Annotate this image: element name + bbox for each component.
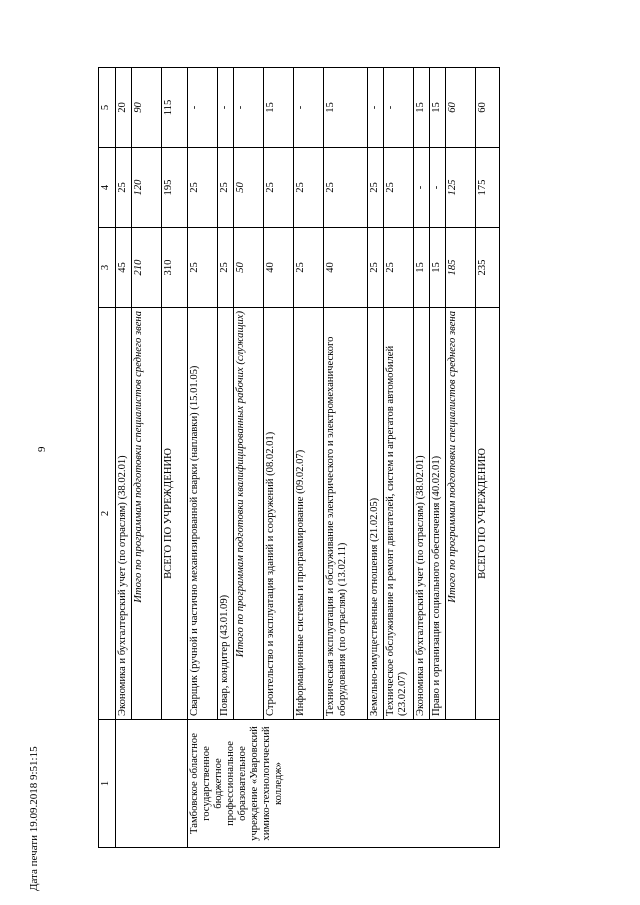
header-col-5: 5 <box>99 68 116 148</box>
value-cell-c5: 20 <box>116 68 132 148</box>
value-cell-c5: - <box>234 68 264 148</box>
page-number: 9 <box>36 446 48 452</box>
value-cell-c3: 15 <box>430 228 446 308</box>
subtotal-label: Итого по программам подготовки специалистов среднего звена <box>132 308 162 720</box>
value-cell-c4: 25 <box>324 148 368 228</box>
value-cell-c4: 195 <box>162 148 188 228</box>
value-cell-c5: 15 <box>324 68 368 148</box>
value-cell-c3: 25 <box>294 228 324 308</box>
enrollment-table <box>98 67 500 848</box>
value-cell-c3: 25 <box>218 228 234 308</box>
value-cell-c5: 15 <box>264 68 294 148</box>
value-cell-c3: 25 <box>368 228 384 308</box>
value-cell-c3: 25 <box>384 228 414 308</box>
table-header-row <box>99 68 116 848</box>
program-name-cell: Экономика и бухгалтерский учет (по отраслям) (38.02.01) <box>414 308 430 720</box>
header-col-4: 4 <box>99 148 116 228</box>
program-name-cell: Техническая эксплуатация и обслуживание электрического и электромеханического оборудования (по отраслям) (13.02.11) <box>324 308 368 720</box>
program-name-cell: Строительство и эксплуатация зданий и сооружений (08.02.01) <box>264 308 294 720</box>
value-cell-c4: 50 <box>234 148 264 228</box>
program-name-cell: Техническое обслуживание и ремонт двигателей, систем и агрегатов автомобилей (23.02.07) <box>384 308 414 720</box>
program-name-cell: Экономика и бухгалтерский учет (по отраслям) (38.02.01) <box>116 308 132 720</box>
value-cell-c5: - <box>368 68 384 148</box>
value-cell-c3: 40 <box>264 228 294 308</box>
header-col-2: 2 <box>99 308 116 720</box>
grand-total-label: ВСЕГО ПО УЧРЕЖДЕНИЮ <box>162 308 188 720</box>
org-name-cell: Тамбовское областное государственное бюджетное профессиональное образовательное учреждение «Уваровский химико-технологический колледж» <box>188 720 500 848</box>
program-name-cell: Повар, кондитер (43.01.09) <box>218 308 234 720</box>
value-cell-c4: 175 <box>476 148 500 228</box>
value-cell-c5: 60 <box>446 68 476 148</box>
program-name-cell: Сварщик (ручной и частично механизированной сварки (наплавки) (15.01.05) <box>188 308 218 720</box>
value-cell-c3: 185 <box>446 228 476 308</box>
value-cell-c4: 25 <box>116 148 132 228</box>
program-name-cell: Право и организация социального обеспечения (40.02.01) <box>430 308 446 720</box>
value-cell-c4: 120 <box>132 148 162 228</box>
subtotal-label: Итого по программам подготовки специалистов среднего звена <box>446 308 476 720</box>
print-date: Дата печати 19.09.2018 9:51:15 <box>28 746 40 891</box>
enrollment-table-rotated <box>98 68 528 848</box>
value-cell-c3: 25 <box>188 228 218 308</box>
value-cell-c5: 15 <box>414 68 430 148</box>
value-cell-c4: 25 <box>294 148 324 228</box>
table-row <box>188 68 218 848</box>
program-name-cell: Земельно-имущественные отношения (21.02.05) <box>368 308 384 720</box>
value-cell-c4: 25 <box>218 148 234 228</box>
value-cell-c3: 45 <box>116 228 132 308</box>
value-cell-c5: 15 <box>430 68 446 148</box>
subtotal-label: Итого по программам подготовки квалифицированных рабочих (служащих) <box>234 308 264 720</box>
table-row <box>116 68 132 848</box>
value-cell-c3: 50 <box>234 228 264 308</box>
program-name-cell: Информационные системы и программирование (09.02.07) <box>294 308 324 720</box>
value-cell-c5: - <box>384 68 414 148</box>
value-cell-c4: 25 <box>264 148 294 228</box>
value-cell-c5: - <box>218 68 234 148</box>
value-cell-c5: 115 <box>162 68 188 148</box>
value-cell-c5: - <box>294 68 324 148</box>
value-cell-c4: - <box>430 148 446 228</box>
org-empty-cell <box>116 720 188 848</box>
value-cell-c3: 310 <box>162 228 188 308</box>
value-cell-c5: 60 <box>476 68 500 148</box>
value-cell-c4: 125 <box>446 148 476 228</box>
header-col-3: 3 <box>99 228 116 308</box>
value-cell-c3: 235 <box>476 228 500 308</box>
value-cell-c4: 25 <box>188 148 218 228</box>
value-cell-c4: 25 <box>368 148 384 228</box>
value-cell-c4: 25 <box>384 148 414 228</box>
value-cell-c3: 40 <box>324 228 368 308</box>
value-cell-c3: 15 <box>414 228 430 308</box>
value-cell-c5: 90 <box>132 68 162 148</box>
value-cell-c3: 210 <box>132 228 162 308</box>
header-col-1: 1 <box>99 720 116 848</box>
value-cell-c4: - <box>414 148 430 228</box>
value-cell-c5: - <box>188 68 218 148</box>
grand-total-label: ВСЕГО ПО УЧРЕЖДЕНИЮ <box>476 308 500 720</box>
